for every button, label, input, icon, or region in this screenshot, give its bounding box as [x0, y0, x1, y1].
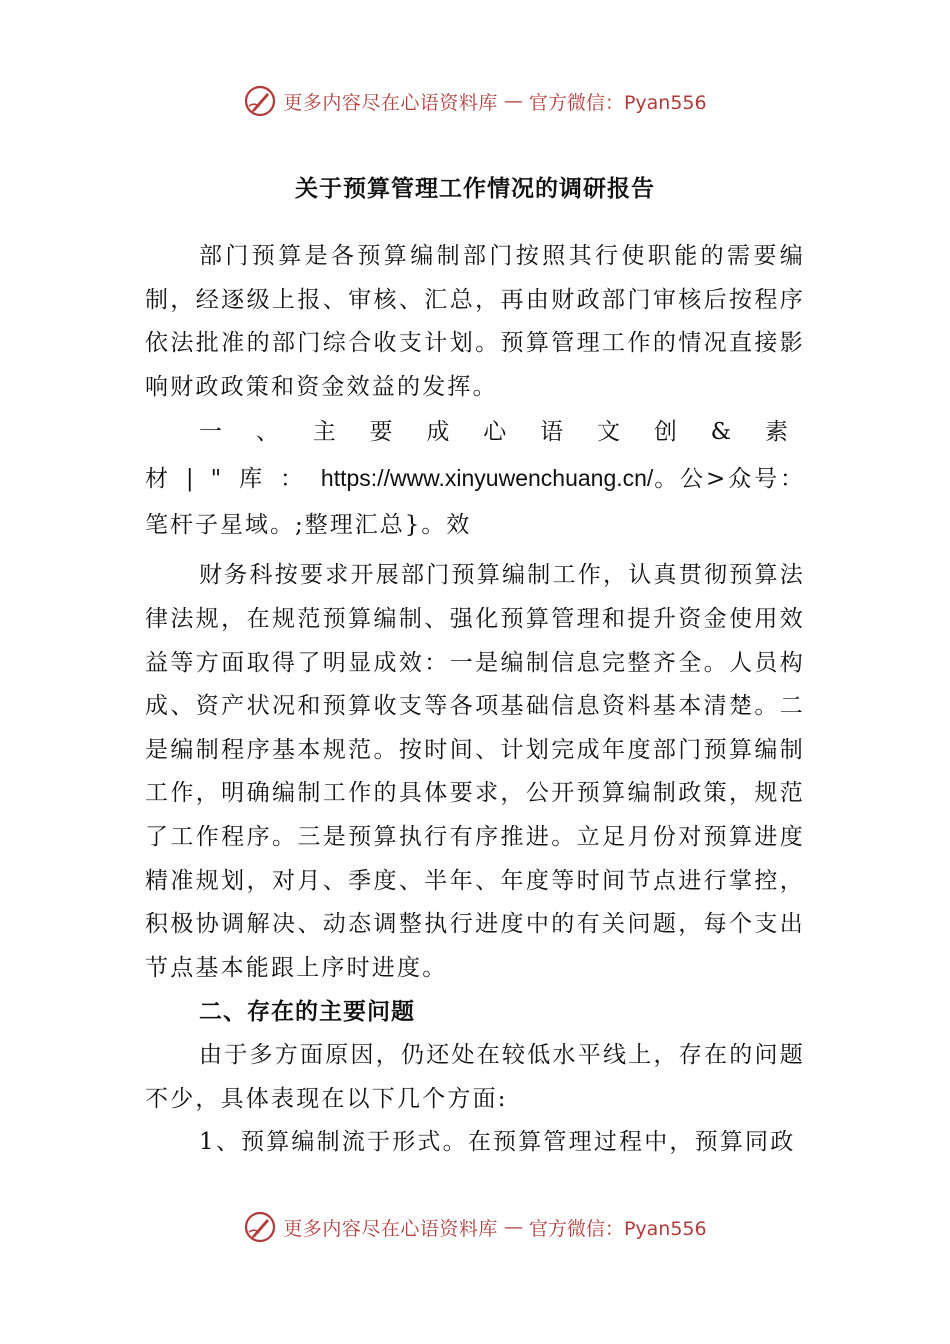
header-watermark [0, 84, 950, 118]
paragraph-problem1: 1、预算编制流于形式。在预算管理过程中，预算同政 [199, 1129, 796, 1156]
paragraph-intro: 部门预算是各预算编制部门按照其行使职能的需要编制，经逐级上报、审核、汇总，再由财政部门审核后按程序依法批准的部门综合收支计划。预算管理工作的情况直接影响财政政策和资金效益的发挥。 [145, 243, 805, 400]
document-title: 关于预算管理工作情况的调研报告 [295, 175, 655, 202]
paragraph-achievements: 财务科按要求开展部门预算编制工作，认真贯彻预算法律法规，在规范预算编制、强化预算管理和提升资金使用效益等方面取得了明显成效：一是编制信息完整齐全。人员构成、资产状况和预算收支等各项基础信息资料基本清楚。二是编制程序基本规范。按时间、计划完成年度部门预算编制工作，明确编制工作的具体要求，公开预算编制政策，规范了工作程序。三是预算执行有序推进。立足月份对预算进度精准规划，对月、季度、半年、年度等时间节点进行掌控，积极协调解决、动态调整执行进度中的有关问题，每个支出节点基本能跟上序时进度。 [145, 562, 805, 981]
section1-url[interactable]: https://www.xinyuwenchuang.cn/ [320, 465, 654, 492]
section2-heading: 二、存在的主要问题 [199, 998, 415, 1026]
watermark-text: 更多内容尽在心语资料库 [283, 1217, 498, 1240]
paragraph-section1 [145, 409, 805, 548]
section1-suffix: 。公>众号：笔杆子星域。;整理汇总}。效 [145, 466, 805, 539]
watermark-contact [529, 88, 707, 115]
watermark-contact-label: 官方微信： [528, 1217, 624, 1240]
watermark-text: 更多内容尽在心语资料库 [283, 91, 498, 114]
watermark-contact [529, 1214, 707, 1241]
watermark-wechat-id: Pyan556 [623, 1217, 707, 1240]
watermark-dash: — [503, 90, 523, 112]
footer-watermark [0, 1210, 950, 1244]
section1-prefix: 一、主要成心语文创&素材|"库： [145, 419, 805, 493]
watermark-contact-label: 官方微信： [528, 91, 624, 114]
watermark-dash: — [503, 1216, 523, 1238]
watermark-wechat-id: Pyan556 [623, 91, 707, 114]
paragraph-problems-intro: 由于多方面原因，仍还处在较低水平线上，存在的问题不少，具体表现在以下几个方面: [145, 1041, 805, 1112]
quill-logo-icon [243, 1210, 277, 1244]
document-body [145, 235, 805, 1165]
quill-logo-icon [243, 84, 277, 118]
